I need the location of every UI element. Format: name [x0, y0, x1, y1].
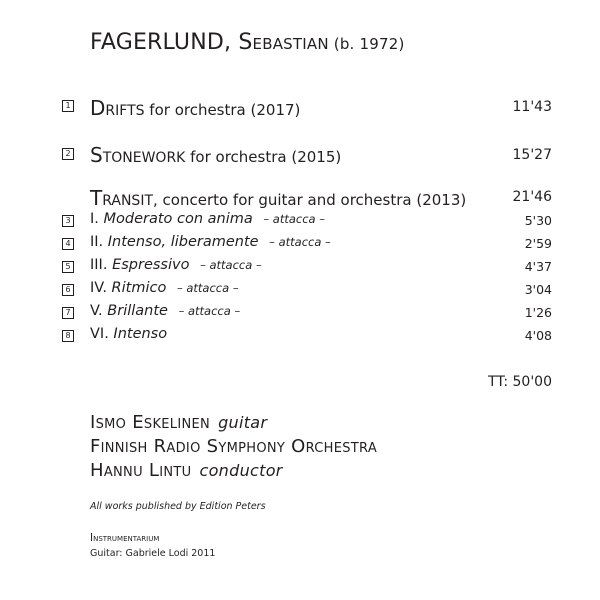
- performer-role: conductor: [199, 461, 283, 480]
- movement-duration: 2'59: [524, 236, 552, 251]
- work-subtitle: for orchestra (2017): [149, 101, 301, 119]
- movement-number: I.: [90, 211, 99, 227]
- track-number-box: 6: [62, 284, 74, 296]
- work-transit: [90, 186, 466, 210]
- movement-row: [90, 257, 262, 273]
- work-stonework: [90, 143, 341, 167]
- movement-number: V.: [90, 303, 103, 319]
- performer-name: Hannu Lintu: [90, 460, 192, 481]
- performer-line: [90, 412, 267, 433]
- movement-row: [90, 211, 325, 227]
- track-number-box: 1: [62, 100, 74, 112]
- movement-row: [90, 303, 240, 319]
- movement-attacca: – attacca –: [176, 281, 239, 295]
- track-number-box: 5: [62, 261, 74, 273]
- work-duration: 21'46: [512, 189, 552, 205]
- movement-title: Ritmico: [111, 280, 167, 296]
- instrument-detail: Guitar: Gabriele Lodi 2011: [90, 548, 216, 559]
- work-title: Drifts: [90, 96, 145, 120]
- movement-number: III.: [90, 257, 108, 273]
- work-title: Stonework: [90, 143, 186, 167]
- performer-role: guitar: [218, 413, 268, 432]
- movement-duration: 4'37: [524, 259, 552, 274]
- movement-title: Moderato con anima: [103, 211, 253, 227]
- movement-title: Brillante: [107, 303, 168, 319]
- work-subtitle: for orchestra (2015): [190, 148, 342, 166]
- composer-heading: [90, 30, 405, 55]
- movement-attacca: – attacca –: [263, 212, 326, 226]
- movement-attacca: – attacca –: [269, 235, 331, 249]
- work-duration: 11'43: [512, 99, 552, 115]
- performer-name: Ismo Eskelinen: [90, 412, 211, 433]
- movement-duration: 4'08: [524, 328, 552, 343]
- movement-title: Intenso, liberamente: [107, 234, 259, 250]
- movement-row: [90, 234, 331, 250]
- instrumentarium-heading: Instrumentarium: [90, 532, 160, 544]
- movement-row: [90, 326, 167, 342]
- performer-line: [90, 436, 377, 457]
- composer-name: FAGERLUND, Sebastian: [90, 30, 329, 55]
- movement-attacca: – attacca –: [178, 304, 241, 318]
- track-number-box: 8: [62, 330, 74, 342]
- movement-duration: 5'30: [524, 213, 552, 228]
- performer-line: [90, 460, 283, 481]
- work-subtitle: , concerto for guitar and orchestra (2013): [153, 191, 467, 209]
- movement-title: Espressivo: [112, 257, 190, 273]
- track-number-box: 2: [62, 148, 74, 160]
- work-title: Transit: [90, 186, 153, 210]
- movement-row: [90, 280, 239, 296]
- movement-number: VI.: [90, 326, 109, 342]
- total-time: TT: 50'00: [488, 374, 552, 390]
- movement-attacca: – attacca –: [200, 258, 262, 272]
- track-number-box: 7: [62, 307, 74, 319]
- movement-number: II.: [90, 234, 104, 250]
- movement-duration: 1'26: [524, 305, 552, 320]
- composer-dates: (b. 1972): [333, 35, 405, 53]
- performer-name: Finnish Radio Symphony Orchestra: [90, 436, 378, 457]
- movement-number: IV.: [90, 280, 107, 296]
- track-number-box: 3: [62, 215, 74, 227]
- work-duration: 15'27: [512, 147, 552, 163]
- movement-duration: 3'04: [524, 282, 552, 297]
- work-drifts: [90, 96, 300, 120]
- track-number-box: 4: [62, 238, 74, 250]
- movement-title: Intenso: [113, 326, 168, 342]
- publisher-note: All works published by Edition Peters: [90, 501, 266, 512]
